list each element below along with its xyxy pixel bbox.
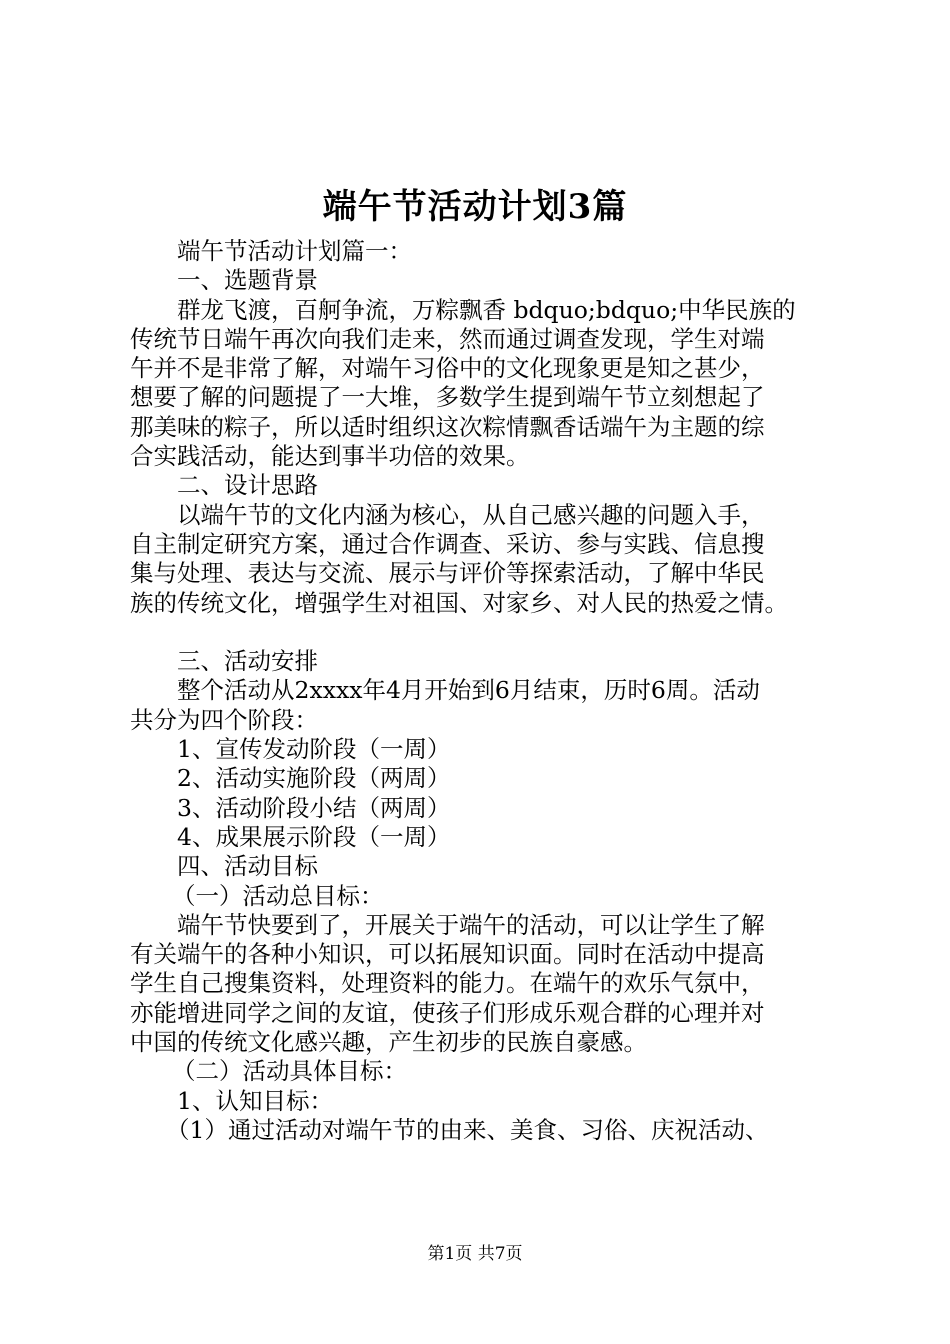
paragraph-line: 亦能增进同学之间的友谊，使孩子们形成乐观合群的心理并对 <box>130 998 765 1027</box>
list-item: 1、认知目标： <box>177 1086 333 1115</box>
section-heading: 二、设计思路 <box>177 471 318 500</box>
blank-line <box>130 618 845 647</box>
paragraph-line: 有关端午的各种小知识，可以拓展知识面。同时在活动中提高 <box>130 940 765 969</box>
page-footer: 第1页 共7页 <box>427 1244 523 1264</box>
paragraph-line: （1）通过活动对端午节的由来、美食、习俗、庆祝活动、 <box>166 1115 769 1144</box>
paragraph-line: 共分为四个阶段： <box>130 705 318 734</box>
section-heading: 端午节活动计划篇一： <box>177 237 412 265</box>
paragraph-line: 传统节日端午再次向我们走来，然而通过调查发现，学生对端 <box>130 324 765 353</box>
paragraph-line: 群龙飞渡，百舸争流，万粽飘香 bdquo;bdquo;中华民族的 <box>177 295 796 324</box>
paragraph-line: 整个活动从2xxxx年4月开始到6月结束，历时6周。活动 <box>177 676 760 705</box>
document-body <box>130 237 845 1145</box>
paragraph-line: 那美味的粽子，所以适时组织这次粽情飘香话端午为主题的综 <box>130 412 765 441</box>
paragraph-line: 族的传统文化，增强学生对祖国、对家乡、对人民的热爱之情。 <box>130 588 788 617</box>
paragraph-line: 合实践活动，能达到事半功倍的效果。 <box>130 442 530 471</box>
list-item: 1、宣传发动阶段（一周） <box>177 735 451 764</box>
paragraph-line: 自主制定研究方案，通过合作调查、采访、参与实践、信息搜 <box>130 529 765 558</box>
section-heading: 四、活动目标 <box>177 852 318 881</box>
paragraph-line: 集与处理、表达与交流、展示与评价等探索活动，了解中华民 <box>130 559 765 588</box>
section-heading: 三、活动安排 <box>177 647 318 676</box>
paragraph-line: 学生自己搜集资料，处理资料的能力。在端午的欢乐气氛中， <box>130 969 765 998</box>
section-heading: 一、选题背景 <box>177 266 318 295</box>
list-item: 2、活动实施阶段（两周） <box>177 764 451 793</box>
list-item: 4、成果展示阶段（一周） <box>177 822 451 851</box>
paragraph-line: 午并不是非常了解，对端午习俗中的文化现象更是知之甚少， <box>130 354 765 383</box>
paragraph-line: 中国的传统文化感兴趣，产生初步的民族自豪感。 <box>130 1028 647 1057</box>
document-title: 端午节活动计划3篇 <box>322 187 628 227</box>
list-item: 3、活动阶段小结（两周） <box>177 793 451 822</box>
paragraph-line: 端午节快要到了，开展关于端午的活动，可以让学生了解 <box>177 910 765 939</box>
paragraph-line: 以端午节的文化内涵为核心，从自己感兴趣的问题入手， <box>177 500 765 529</box>
subsection-heading: （二）活动具体目标： <box>172 1057 407 1086</box>
paragraph-line: 想要了解的问题提了一大堆，多数学生提到端午节立刻想起了 <box>130 383 765 412</box>
subsection-heading: （一）活动总目标： <box>172 881 384 910</box>
